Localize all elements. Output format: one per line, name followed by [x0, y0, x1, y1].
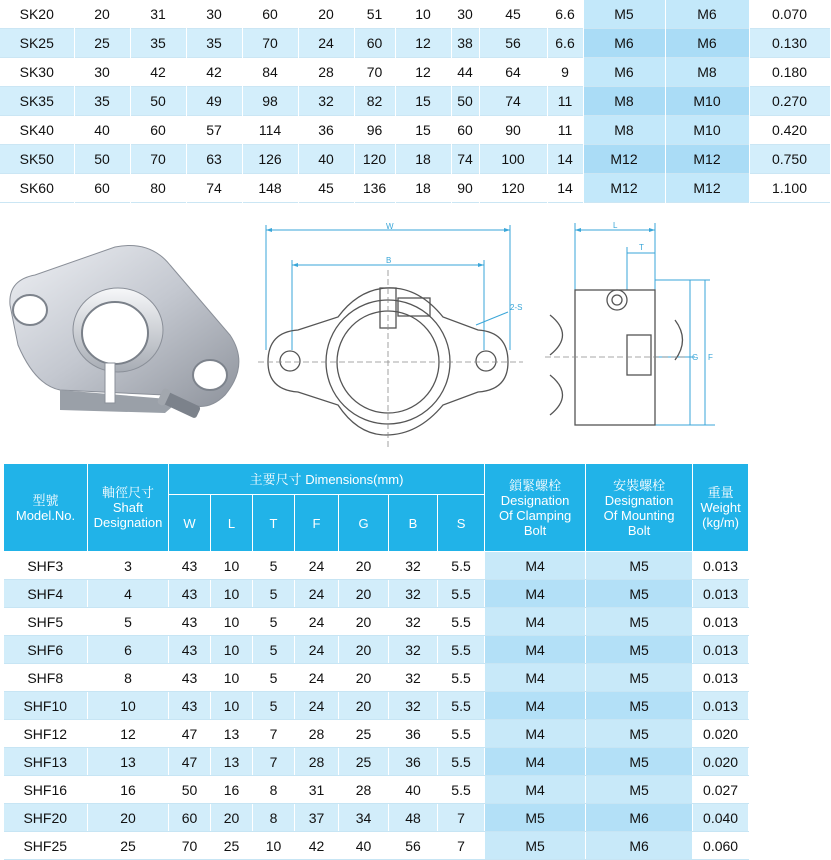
table-cell: 114: [242, 116, 298, 145]
table-cell: 20: [339, 608, 389, 636]
table-cell: 8: [88, 664, 169, 692]
dim-w-label: W: [386, 222, 394, 231]
table-cell: 12: [395, 29, 451, 58]
table-cell: 5: [253, 580, 295, 608]
table-cell: M10: [665, 87, 749, 116]
table-cell: 3: [88, 552, 169, 580]
table-cell: 30: [186, 0, 242, 29]
side-view-drawing: [545, 215, 735, 455]
table-cell: 10: [395, 0, 451, 29]
table-cell: 20: [88, 804, 169, 832]
table-cell: 7: [438, 804, 485, 832]
table-cell: 0.013: [693, 608, 749, 636]
table-cell: M5: [586, 692, 693, 720]
table-cell: SHF4: [4, 580, 88, 608]
table-cell: M5: [485, 832, 586, 860]
dim-t-label: T: [639, 243, 644, 252]
table-cell: 5.5: [438, 636, 485, 664]
table-cell: 5.5: [438, 748, 485, 776]
table-cell: 40: [339, 832, 389, 860]
header-dim-col: T: [253, 495, 295, 552]
front-view-drawing: [258, 220, 528, 460]
header-weight: 重量 Weight (kg/m): [693, 464, 749, 552]
header-clamping-bolt: 鎖緊螺栓 Designation Of Clamping Bolt: [485, 464, 586, 552]
table-cell: 11: [547, 116, 583, 145]
table-cell: 120: [479, 174, 547, 203]
table-cell: 56: [479, 29, 547, 58]
table-cell: 32: [389, 636, 438, 664]
table-row: [4, 804, 749, 832]
header-mounting-bolt: 安裝螺栓 Designation Of Mounting Bolt: [586, 464, 693, 552]
table-cell: 36: [389, 720, 438, 748]
table-cell: 10: [211, 580, 253, 608]
table-cell: 13: [211, 748, 253, 776]
table-cell: 63: [186, 145, 242, 174]
table-cell: M12: [665, 174, 749, 203]
table-cell: 0.013: [693, 552, 749, 580]
table-cell: 45: [298, 174, 354, 203]
table-cell: 0.013: [693, 692, 749, 720]
table-cell: M6: [583, 58, 665, 87]
table-cell: M5: [586, 664, 693, 692]
table-cell: 24: [295, 552, 339, 580]
table-cell: M8: [583, 116, 665, 145]
table-cell: 43: [169, 608, 211, 636]
table-cell: 20: [339, 636, 389, 664]
table-cell: M6: [586, 832, 693, 860]
table-cell: M6: [665, 29, 749, 58]
table-row: [4, 664, 749, 692]
table-cell: 11: [547, 87, 583, 116]
table-row: [4, 776, 749, 804]
table-cell: 40: [74, 116, 130, 145]
table-cell: 5: [253, 636, 295, 664]
table-cell: 20: [339, 580, 389, 608]
table-cell: 57: [186, 116, 242, 145]
table-cell: 14: [547, 174, 583, 203]
table-cell: 5.5: [438, 720, 485, 748]
table-cell: M4: [485, 664, 586, 692]
table-cell: 98: [242, 87, 298, 116]
table-cell: 25: [339, 748, 389, 776]
table-cell: 44: [451, 58, 479, 87]
table-cell: 12: [88, 720, 169, 748]
table-cell: 36: [389, 748, 438, 776]
table-cell: 31: [295, 776, 339, 804]
table-cell: 10: [211, 608, 253, 636]
table-cell: SHF13: [4, 748, 88, 776]
header-dim-col: G: [339, 495, 389, 552]
table-cell: 70: [242, 29, 298, 58]
table-cell: 82: [354, 87, 395, 116]
table-cell: 24: [295, 636, 339, 664]
header-model: 型號 Model.No.: [4, 464, 88, 552]
table-cell: 10: [253, 832, 295, 860]
table-cell: 37: [295, 804, 339, 832]
dim-b-label: B: [386, 256, 392, 265]
table-cell: 20: [339, 664, 389, 692]
table-cell: 60: [130, 116, 186, 145]
table-cell: 24: [298, 29, 354, 58]
table-cell: 5: [253, 664, 295, 692]
table-cell: 13: [211, 720, 253, 748]
table-cell: 70: [169, 832, 211, 860]
table-cell: 6.6: [547, 29, 583, 58]
header-shaft: 軸徑尺寸 Shaft Designation: [88, 464, 169, 552]
table-row: [0, 29, 830, 58]
table-cell: 6: [88, 636, 169, 664]
header-dim-col: S: [438, 495, 485, 552]
header-dim-col: L: [211, 495, 253, 552]
table-cell: 7: [253, 720, 295, 748]
table-cell: M12: [583, 145, 665, 174]
table-cell: M8: [583, 87, 665, 116]
table-cell: 5: [253, 692, 295, 720]
table-cell: 48: [389, 804, 438, 832]
table-cell: SHF5: [4, 608, 88, 636]
table-cell: SK35: [0, 87, 74, 116]
table-cell: 24: [295, 692, 339, 720]
table-cell: 126: [242, 145, 298, 174]
table-cell: M5: [485, 804, 586, 832]
table-cell: 5: [88, 608, 169, 636]
table-cell: M4: [485, 636, 586, 664]
table-cell: 80: [130, 174, 186, 203]
dim-2s-label: 2-S: [510, 303, 523, 312]
table-cell: 120: [354, 145, 395, 174]
header-dim-col: W: [169, 495, 211, 552]
table-cell: SHF10: [4, 692, 88, 720]
dim-l-label: L: [613, 221, 618, 230]
table-cell: 0.020: [693, 720, 749, 748]
table-cell: 60: [169, 804, 211, 832]
table-cell: 20: [298, 0, 354, 29]
table-cell: M5: [586, 748, 693, 776]
table-cell: 148: [242, 174, 298, 203]
table-cell: 5: [253, 552, 295, 580]
table-cell: 25: [88, 832, 169, 860]
table-cell: M4: [485, 580, 586, 608]
table-row: [4, 692, 749, 720]
table-cell: 32: [389, 552, 438, 580]
table-cell: M4: [485, 552, 586, 580]
table-cell: 28: [339, 776, 389, 804]
table-cell: M6: [665, 0, 749, 29]
table-cell: M12: [583, 174, 665, 203]
table-cell: M4: [485, 692, 586, 720]
table-cell: 1.100: [749, 174, 830, 203]
table-cell: M12: [665, 145, 749, 174]
table-cell: 20: [339, 552, 389, 580]
table-cell: 40: [389, 776, 438, 804]
table-cell: 0.070: [749, 0, 830, 29]
table-cell: M5: [586, 580, 693, 608]
table-cell: 0.020: [693, 748, 749, 776]
table-cell: 0.013: [693, 636, 749, 664]
table-cell: 7: [438, 832, 485, 860]
header-dim-col: B: [389, 495, 438, 552]
table-row: [4, 748, 749, 776]
table-cell: 14: [547, 145, 583, 174]
table-cell: 60: [451, 116, 479, 145]
table-cell: M4: [485, 720, 586, 748]
table-cell: 10: [88, 692, 169, 720]
table-cell: SK30: [0, 58, 74, 87]
shf-spec-table: [3, 463, 749, 860]
table-cell: 18: [395, 174, 451, 203]
table-cell: M6: [586, 804, 693, 832]
table-cell: 0.013: [693, 664, 749, 692]
table-cell: 5.5: [438, 776, 485, 804]
dim-g-label: G: [692, 353, 699, 362]
table-cell: 25: [211, 832, 253, 860]
table-cell: M5: [586, 720, 693, 748]
table-cell: 32: [389, 692, 438, 720]
table-cell: 0.130: [749, 29, 830, 58]
table-cell: M8: [665, 58, 749, 87]
table-cell: 5.5: [438, 608, 485, 636]
table-cell: 5: [253, 608, 295, 636]
table-row: [0, 87, 830, 116]
table-cell: 64: [479, 58, 547, 87]
table-cell: 30: [451, 0, 479, 29]
table-cell: 8: [253, 804, 295, 832]
table-cell: 0.013: [693, 580, 749, 608]
table-cell: SHF16: [4, 776, 88, 804]
table-cell: 28: [298, 58, 354, 87]
table-row: [4, 832, 749, 860]
table-cell: 12: [395, 58, 451, 87]
table-cell: 74: [451, 145, 479, 174]
table-cell: 50: [169, 776, 211, 804]
table-cell: 42: [295, 832, 339, 860]
table-cell: 90: [451, 174, 479, 203]
table-cell: SHF3: [4, 552, 88, 580]
table-cell: 47: [169, 748, 211, 776]
table-cell: 51: [354, 0, 395, 29]
table-cell: 6.6: [547, 0, 583, 29]
table-row: [4, 580, 749, 608]
table-cell: 4: [88, 580, 169, 608]
table-cell: 90: [479, 116, 547, 145]
table-cell: 100: [479, 145, 547, 174]
table-cell: 10: [211, 664, 253, 692]
table-cell: 60: [242, 0, 298, 29]
table-cell: 15: [395, 87, 451, 116]
table-cell: 43: [169, 580, 211, 608]
table-cell: 56: [389, 832, 438, 860]
table-cell: SHF6: [4, 636, 88, 664]
table-cell: 42: [186, 58, 242, 87]
table-cell: 5.5: [438, 580, 485, 608]
table-row: [4, 552, 749, 580]
table-cell: 43: [169, 552, 211, 580]
table-cell: 32: [298, 87, 354, 116]
table-cell: SHF25: [4, 832, 88, 860]
table-cell: 74: [479, 87, 547, 116]
table-row: [0, 174, 830, 203]
table-cell: 84: [242, 58, 298, 87]
table-cell: 24: [295, 664, 339, 692]
table-cell: 35: [130, 29, 186, 58]
table-cell: 28: [295, 720, 339, 748]
table-cell: 8: [253, 776, 295, 804]
table-cell: 28: [295, 748, 339, 776]
table-cell: 70: [130, 145, 186, 174]
table-cell: 25: [339, 720, 389, 748]
table-cell: 50: [130, 87, 186, 116]
table-cell: M10: [665, 116, 749, 145]
table-cell: 18: [395, 145, 451, 174]
table-cell: 30: [74, 58, 130, 87]
table-cell: SK20: [0, 0, 74, 29]
technical-drawings: [0, 200, 750, 460]
header-dim-col: F: [295, 495, 339, 552]
table-cell: 34: [339, 804, 389, 832]
table-row: [4, 720, 749, 748]
table-cell: M4: [485, 776, 586, 804]
table-cell: 13: [88, 748, 169, 776]
header-dimensions: 主要尺寸 Dimensions(mm): [169, 464, 485, 495]
table-cell: 7: [253, 748, 295, 776]
table-cell: 50: [451, 87, 479, 116]
table-cell: SK25: [0, 29, 74, 58]
table-cell: 5.5: [438, 692, 485, 720]
table-cell: M5: [586, 636, 693, 664]
table-cell: 15: [395, 116, 451, 145]
table-cell: 43: [169, 636, 211, 664]
table-cell: 35: [186, 29, 242, 58]
table-cell: 40: [298, 145, 354, 174]
table-cell: 0.270: [749, 87, 830, 116]
table-cell: 20: [339, 692, 389, 720]
table-cell: 45: [479, 0, 547, 29]
table-cell: 10: [211, 692, 253, 720]
table-cell: 20: [211, 804, 253, 832]
table-cell: 70: [354, 58, 395, 87]
table-row: [0, 116, 830, 145]
table-cell: 36: [298, 116, 354, 145]
table-cell: 5.5: [438, 552, 485, 580]
table-cell: 0.040: [693, 804, 749, 832]
table-row: [0, 58, 830, 87]
table-cell: 50: [74, 145, 130, 174]
table-cell: M6: [583, 29, 665, 58]
table-cell: 47: [169, 720, 211, 748]
table-cell: 0.750: [749, 145, 830, 174]
table-cell: 43: [169, 692, 211, 720]
table-cell: 32: [389, 664, 438, 692]
table-cell: M5: [586, 776, 693, 804]
table-cell: 35: [74, 87, 130, 116]
table-cell: M5: [586, 608, 693, 636]
table-cell: SHF8: [4, 664, 88, 692]
table-cell: 42: [130, 58, 186, 87]
table-cell: 0.027: [693, 776, 749, 804]
table-cell: SK40: [0, 116, 74, 145]
table-cell: M5: [586, 552, 693, 580]
sk-spec-table: [0, 0, 831, 203]
table-cell: 136: [354, 174, 395, 203]
table-cell: 9: [547, 58, 583, 87]
dim-f-label: F: [708, 353, 713, 362]
table-cell: 96: [354, 116, 395, 145]
table-cell: 5.5: [438, 664, 485, 692]
table-row: [0, 145, 830, 174]
table-row: [4, 636, 749, 664]
table-cell: 31: [130, 0, 186, 29]
table-cell: 38: [451, 29, 479, 58]
table-cell: 60: [354, 29, 395, 58]
table-cell: SHF12: [4, 720, 88, 748]
table-cell: 43: [169, 664, 211, 692]
table-cell: SHF20: [4, 804, 88, 832]
table-cell: 0.180: [749, 58, 830, 87]
table-cell: 60: [74, 174, 130, 203]
table-cell: 24: [295, 580, 339, 608]
table-cell: SK50: [0, 145, 74, 174]
table-cell: 24: [295, 608, 339, 636]
table-cell: 0.060: [693, 832, 749, 860]
table-cell: 49: [186, 87, 242, 116]
table-row: [4, 608, 749, 636]
table-cell: 16: [88, 776, 169, 804]
table-cell: M4: [485, 608, 586, 636]
table-row: [0, 0, 830, 29]
table-cell: 74: [186, 174, 242, 203]
table-cell: 32: [389, 608, 438, 636]
table-cell: SK60: [0, 174, 74, 203]
table-cell: M4: [485, 748, 586, 776]
table-cell: 10: [211, 636, 253, 664]
table-cell: 20: [74, 0, 130, 29]
table-cell: 10: [211, 552, 253, 580]
table-cell: 0.420: [749, 116, 830, 145]
product-photo: [0, 235, 250, 455]
table-cell: 16: [211, 776, 253, 804]
table-cell: M5: [583, 0, 665, 29]
table-cell: 32: [389, 580, 438, 608]
table-cell: 25: [74, 29, 130, 58]
